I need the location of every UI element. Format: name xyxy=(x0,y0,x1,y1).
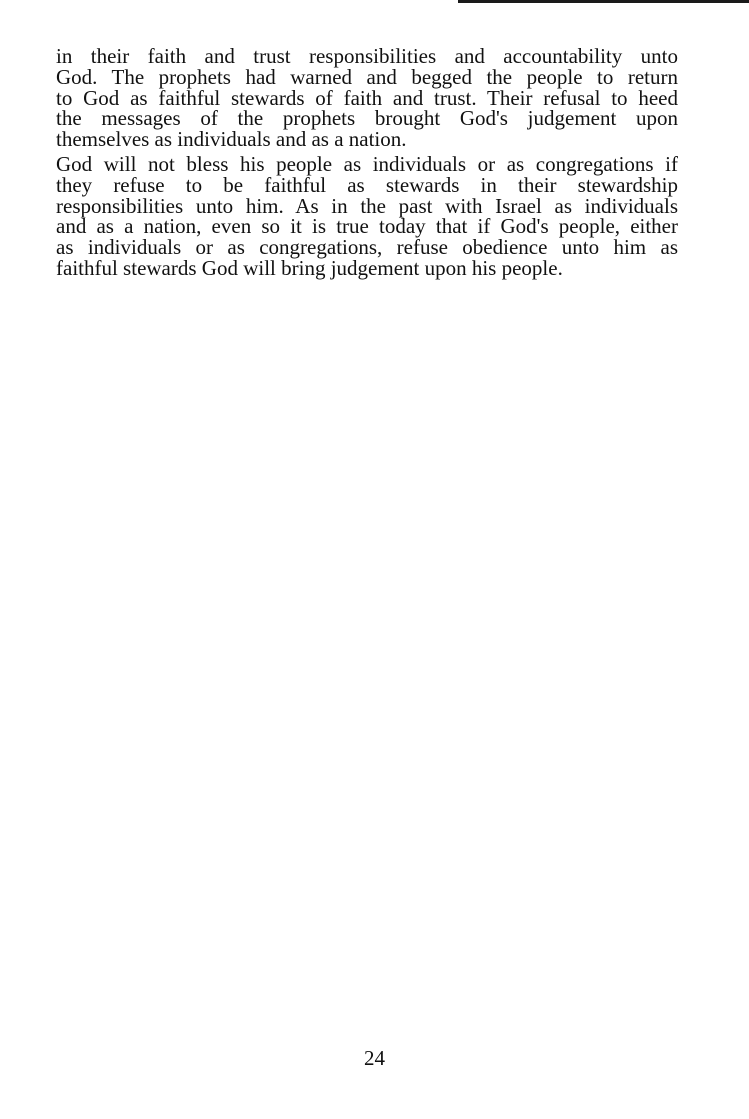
text-line: the messages of the prophets brought God's judgement upon xyxy=(56,106,678,131)
text-line: and as a nation, even so it is true today that if God's people, either xyxy=(56,214,678,239)
paragraph xyxy=(56,46,678,150)
text-line: they refuse to be faithful as stewards in their stewardship xyxy=(56,172,678,197)
text-line: faithful stewards God will bring judgement upon his people. xyxy=(56,255,563,280)
top-rule xyxy=(458,0,749,3)
page-number: 24 xyxy=(364,1046,385,1070)
text-line: themselves as individuals and as a nation. xyxy=(56,127,407,152)
text-line: as individuals or as congregations, refuse obedience unto him as xyxy=(56,235,678,260)
text-line: to God as faithful stewards of faith and trust. Their refusal to heed xyxy=(56,85,678,110)
paragraph xyxy=(56,151,678,280)
body-text xyxy=(56,46,678,279)
text-line: in their faith and trust responsibilities and accountability unto xyxy=(56,44,678,68)
text-line: God. The prophets had warned and begged the people to return xyxy=(56,64,678,89)
text-line: responsibilities unto him. As in the past with Israel as individuals xyxy=(56,193,678,218)
text-line: God will not bless his people as individuals or as congregations if xyxy=(56,151,678,176)
